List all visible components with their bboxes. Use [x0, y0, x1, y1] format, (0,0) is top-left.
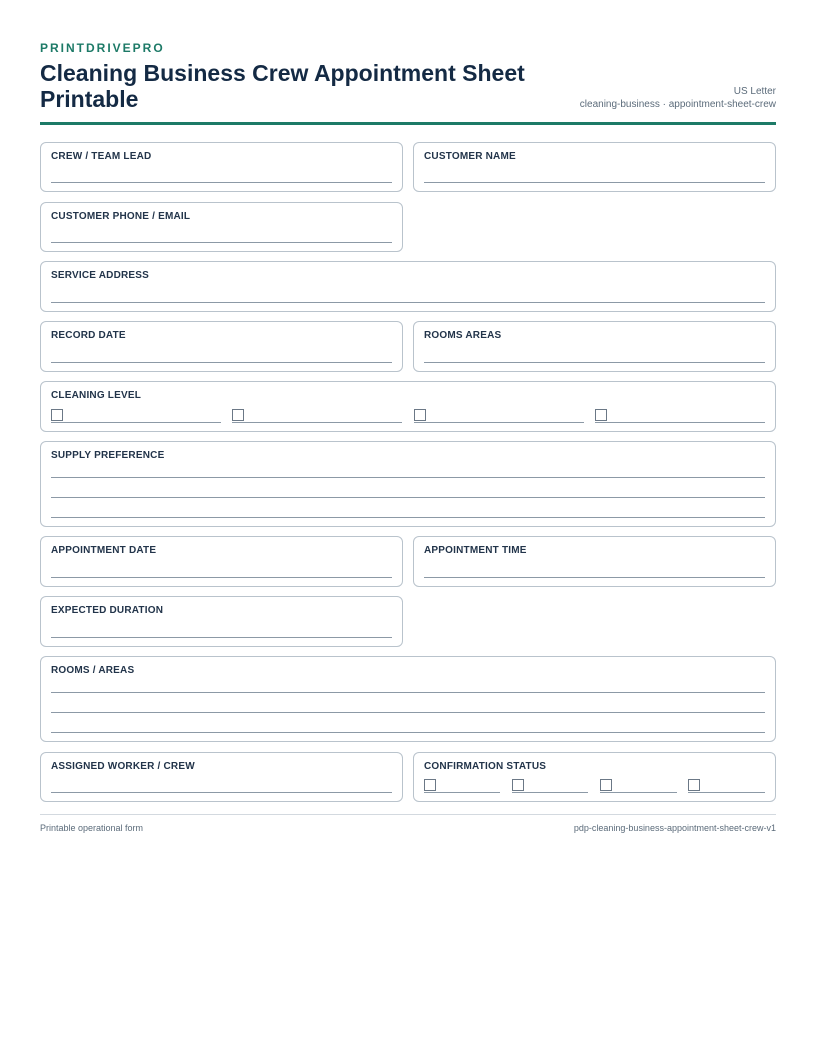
supply-preference-label: SUPPLY PREFERENCE	[51, 450, 165, 461]
cleaning-level-field	[40, 381, 776, 432]
customer-name-label: CUSTOMER NAME	[424, 151, 516, 162]
assigned-worker-crew-label: ASSIGNED WORKER / CREW	[51, 761, 195, 772]
paper-size: US Letter	[733, 86, 776, 97]
checkbox[interactable]	[414, 409, 426, 421]
checkbox[interactable]	[51, 409, 63, 421]
appointment-date-label: APPOINTMENT DATE	[51, 545, 157, 556]
appointment-time-field	[413, 536, 776, 587]
page-meta	[580, 85, 776, 111]
cleaning-level-option[interactable]	[232, 409, 402, 423]
assigned-worker-crew-field	[40, 752, 403, 802]
service-address-field	[40, 261, 776, 312]
checkbox[interactable]	[512, 779, 524, 791]
option-line[interactable]	[688, 792, 765, 793]
cleaning-level-label: CLEANING LEVEL	[51, 390, 142, 401]
footer-form-id: pdp-cleaning-business-appointment-sheet-crew-v1	[573, 823, 776, 833]
option-line[interactable]	[414, 422, 584, 423]
customer-name-input-line[interactable]	[424, 182, 765, 183]
option-line[interactable]	[512, 792, 588, 793]
confirmation-status-label: CONFIRMATION STATUS	[424, 761, 547, 772]
customer-phone-email-label: CUSTOMER PHONE / EMAIL	[51, 211, 191, 222]
option-line[interactable]	[424, 792, 500, 793]
form-slug: cleaning-business · appointment-sheet-crew	[579, 99, 776, 110]
rooms-areas-short-input-line[interactable]	[424, 362, 765, 363]
option-line[interactable]	[51, 422, 221, 423]
appointment-time-label: APPOINTMENT TIME	[424, 545, 527, 556]
rooms-areas-field	[40, 656, 776, 742]
assigned-worker-crew-input-line[interactable]	[51, 792, 392, 793]
page-title: Cleaning Business Crew Appointment Sheet Printable	[40, 60, 525, 112]
expected-duration-label: EXPECTED DURATION	[51, 605, 164, 616]
record-date-input-line[interactable]	[51, 362, 392, 363]
confirmation-status-option[interactable]	[424, 779, 500, 793]
confirmation-status-field	[413, 752, 776, 802]
rooms-areas-short-label: ROOMS AREAS	[424, 330, 502, 341]
supply-preference-line-2[interactable]	[51, 497, 765, 498]
record-date-field	[40, 321, 403, 372]
confirmation-status-option[interactable]	[512, 779, 588, 793]
rooms-areas-line-1[interactable]	[51, 692, 765, 693]
supply-preference-field	[40, 441, 776, 527]
customer-phone-email-field	[40, 202, 403, 252]
appointment-date-field	[40, 536, 403, 587]
option-line[interactable]	[232, 422, 402, 423]
checkbox[interactable]	[600, 779, 612, 791]
record-date-label: RECORD DATE	[51, 330, 126, 341]
appointment-date-input-line[interactable]	[51, 577, 392, 578]
crew-team-lead-field	[40, 142, 403, 192]
supply-preference-line-3[interactable]	[51, 517, 765, 518]
rooms-areas-line-3[interactable]	[51, 732, 765, 733]
expected-duration-input-line[interactable]	[51, 637, 392, 638]
rooms-areas-line-2[interactable]	[51, 712, 765, 713]
confirmation-status-option[interactable]	[600, 779, 677, 793]
crew-team-lead-input-line[interactable]	[51, 182, 392, 183]
cleaning-level-option[interactable]	[51, 409, 221, 423]
cleaning-level-option[interactable]	[414, 409, 584, 423]
crew-team-lead-label: CREW / TEAM LEAD	[51, 151, 152, 162]
option-line[interactable]	[600, 792, 677, 793]
customer-phone-email-input-line[interactable]	[51, 242, 392, 243]
checkbox[interactable]	[595, 409, 607, 421]
checkbox[interactable]	[232, 409, 244, 421]
option-line[interactable]	[595, 422, 765, 423]
service-address-input-line[interactable]	[51, 302, 765, 303]
customer-name-field	[413, 142, 776, 192]
confirmation-status-option[interactable]	[688, 779, 765, 793]
brand-name: PRINTDRIVEPRO	[40, 41, 165, 55]
supply-preference-line-1[interactable]	[51, 477, 765, 478]
rooms-areas-short-field	[413, 321, 776, 372]
expected-duration-field	[40, 596, 403, 647]
checkbox[interactable]	[424, 779, 436, 791]
cleaning-level-option[interactable]	[595, 409, 765, 423]
footer-rule	[40, 814, 776, 815]
appointment-time-input-line[interactable]	[424, 577, 765, 578]
header-rule	[40, 122, 776, 125]
footer-note: Printable operational form	[40, 823, 144, 833]
service-address-label: SERVICE ADDRESS	[51, 270, 150, 281]
rooms-areas-label: ROOMS / AREAS	[51, 665, 135, 676]
checkbox[interactable]	[688, 779, 700, 791]
